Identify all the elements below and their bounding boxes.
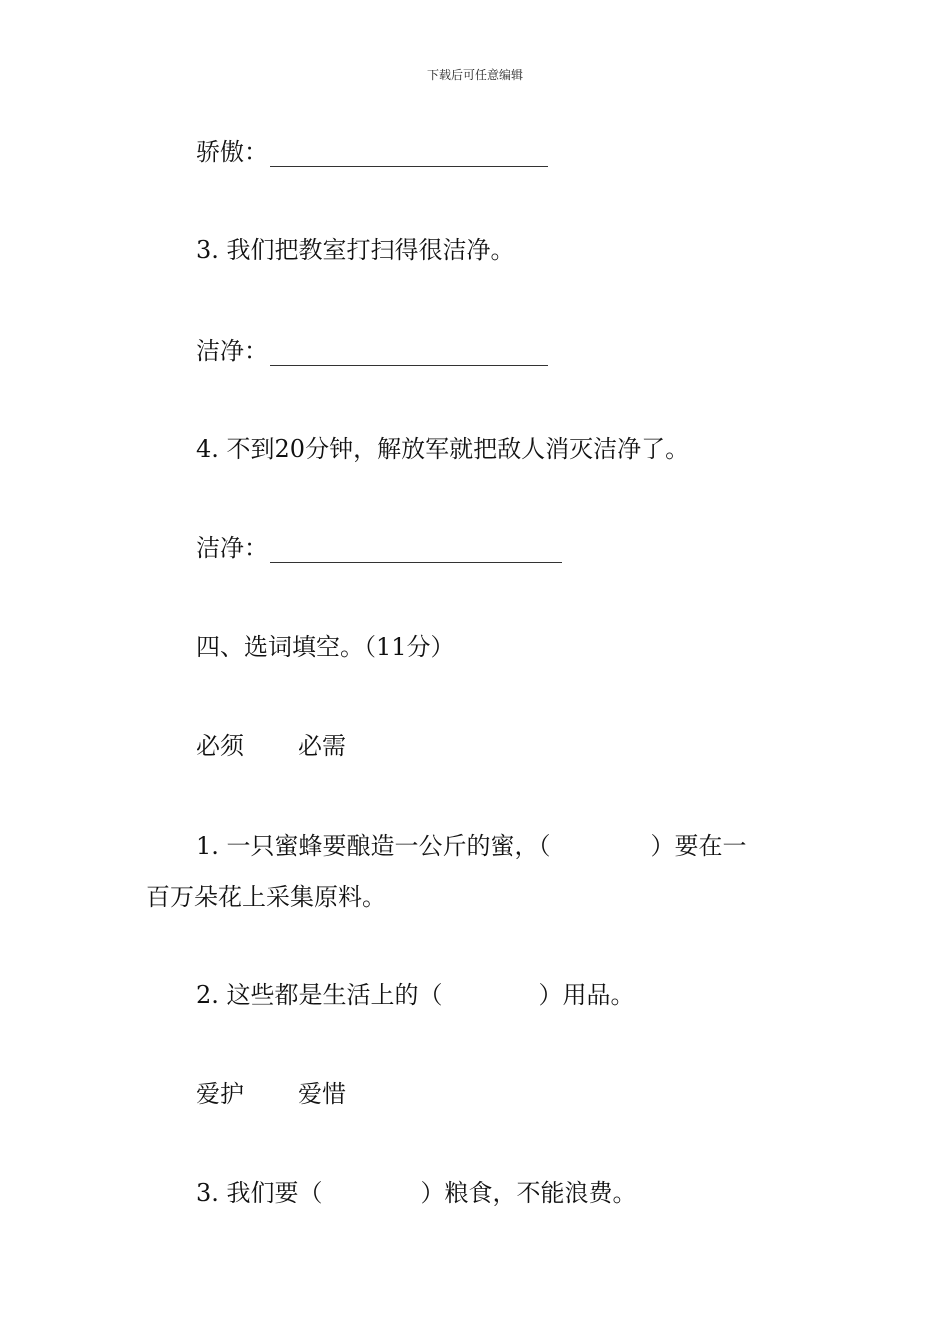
word-choice-row-a [196, 731, 346, 761]
fill-question-2 [196, 980, 635, 1010]
answer-label: 洁净： [196, 534, 268, 562]
question-text: ）要在一 [650, 832, 747, 860]
question-sentence-3: 3. 我们把教室打扫得很洁净。 [196, 236, 515, 264]
word-choice: 必须 [196, 732, 244, 760]
word-choice: 爱护 [196, 1080, 244, 1108]
question-text: 2. 这些都是生活上的（ [196, 981, 443, 1009]
answer-blank[interactable] [270, 341, 548, 366]
word-choice: 爱惜 [298, 1080, 346, 1108]
answer-line-jiejing-1 [196, 336, 548, 366]
fill-question-3 [196, 1178, 637, 1208]
fill-question-1 [196, 831, 747, 861]
word-choice-row-b [196, 1079, 346, 1109]
question-text: ）用品。 [538, 981, 635, 1009]
answer-blank[interactable] [270, 142, 548, 167]
answer-line-jiejing-2 [196, 533, 562, 563]
question-sentence-4: 4. 不到20分钟，解放军就把敌人消灭洁净了。 [196, 435, 690, 463]
answer-line-jiaoao [196, 137, 548, 167]
question-text: ）粮食，不能浪费。 [420, 1179, 637, 1207]
page-header: 下载后可任意编辑 [426, 68, 523, 82]
question-text: 3. 我们要（ [196, 1179, 323, 1207]
fill-question-1-continued: 百万朵花上采集原料。 [146, 883, 386, 911]
answer-blank[interactable] [270, 538, 562, 563]
question-text: 1. 一只蜜蜂要酿造一公斤的蜜，（ [196, 832, 551, 860]
section-4-title: 四、选词填空。（11分） [196, 633, 455, 661]
word-choice: 必需 [298, 732, 346, 760]
answer-label: 骄傲： [196, 138, 268, 166]
answer-label: 洁净： [196, 337, 268, 365]
